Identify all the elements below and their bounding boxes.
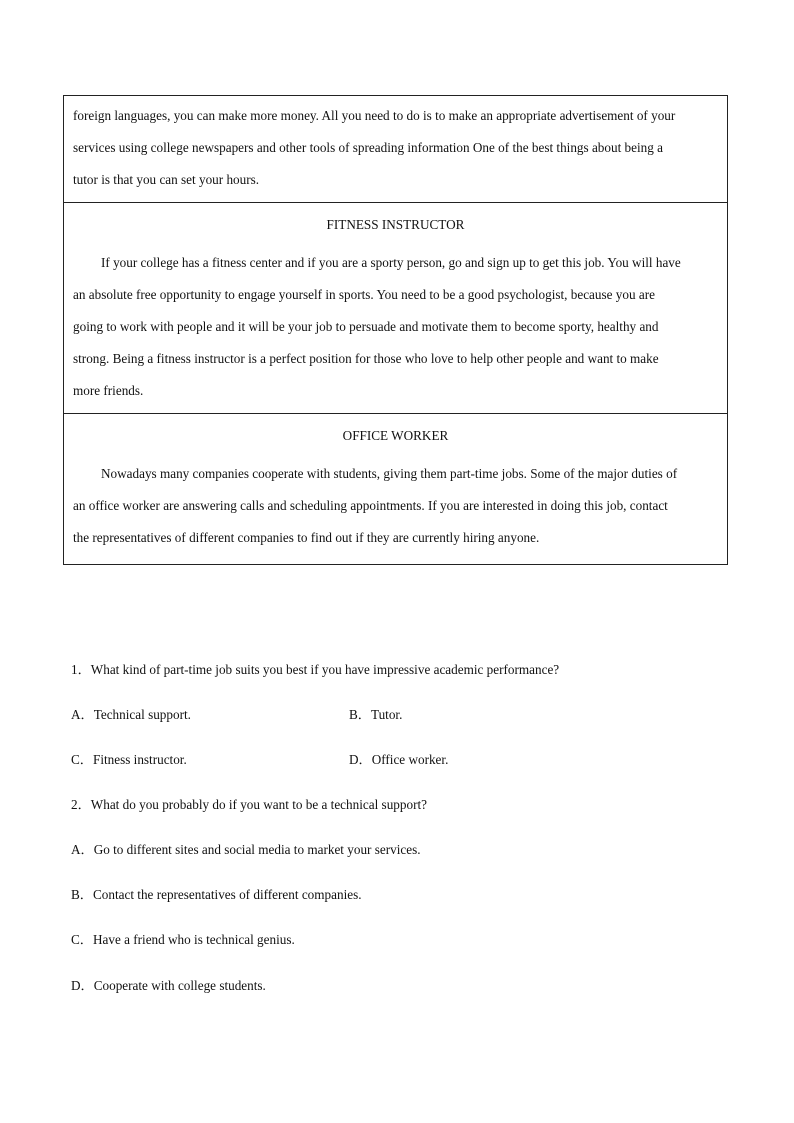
question-stem: 2．What do you probably do if you want to be a technical support? <box>71 797 427 812</box>
section-title: FITNESS INSTRUCTOR <box>326 217 465 232</box>
passage-line: services using college newspapers and other tools of spreading information One of the best things about being a <box>73 140 663 155</box>
passage-line: tutor is that you can set your hours. <box>73 172 260 187</box>
answer-option[interactable]: A．Go to different sites and social media to market your services. <box>71 842 421 857</box>
answer-option[interactable]: D．Cooperate with college students. <box>71 978 266 993</box>
fitness-section <box>64 203 727 414</box>
passage-line: If your college has a fitness center and if you are a sporty person, go and sign up to get this job. You will have <box>101 255 681 270</box>
answer-option[interactable]: A．Technical support. <box>71 707 191 722</box>
question-stem: 1．What kind of part-time job suits you best if you have impressive academic performance? <box>71 662 560 677</box>
passage-line: strong. Being a fitness instructor is a perfect position for those who love to help other people and want to make <box>73 351 659 366</box>
answer-option[interactable]: C．Fitness instructor. <box>71 752 187 767</box>
answer-option[interactable]: B．Tutor. <box>349 707 403 722</box>
passage-line: foreign languages, you can make more money. All you need to do is to make an appropriate advertisement of your <box>73 108 676 123</box>
tutor-section <box>64 96 727 203</box>
passage-line: an absolute free opportunity to engage yourself in sports. You need to be a good psychologist, because you are <box>73 287 655 302</box>
passage-line: Nowadays many companies cooperate with students, giving them part-time jobs. Some of the major duties of <box>101 466 678 481</box>
passage-line: more friends. <box>73 383 144 398</box>
answer-option[interactable]: C．Have a friend who is technical genius. <box>71 932 295 947</box>
passage-line: going to work with people and it will be your job to persuade and motivate them to become sporty, healthy and <box>73 319 659 334</box>
passage-line: the representatives of different companies to find out if they are currently hiring anyone. <box>73 530 540 545</box>
passage-box <box>63 95 728 565</box>
section-title: OFFICE WORKER <box>342 428 449 443</box>
answer-option[interactable]: B．Contact the representatives of different companies. <box>71 887 362 902</box>
office-section <box>64 414 727 564</box>
answer-option[interactable]: D．Office worker. <box>349 752 449 767</box>
passage-line: an office worker are answering calls and scheduling appointments. If you are interested in doing this job, contact <box>73 498 668 513</box>
